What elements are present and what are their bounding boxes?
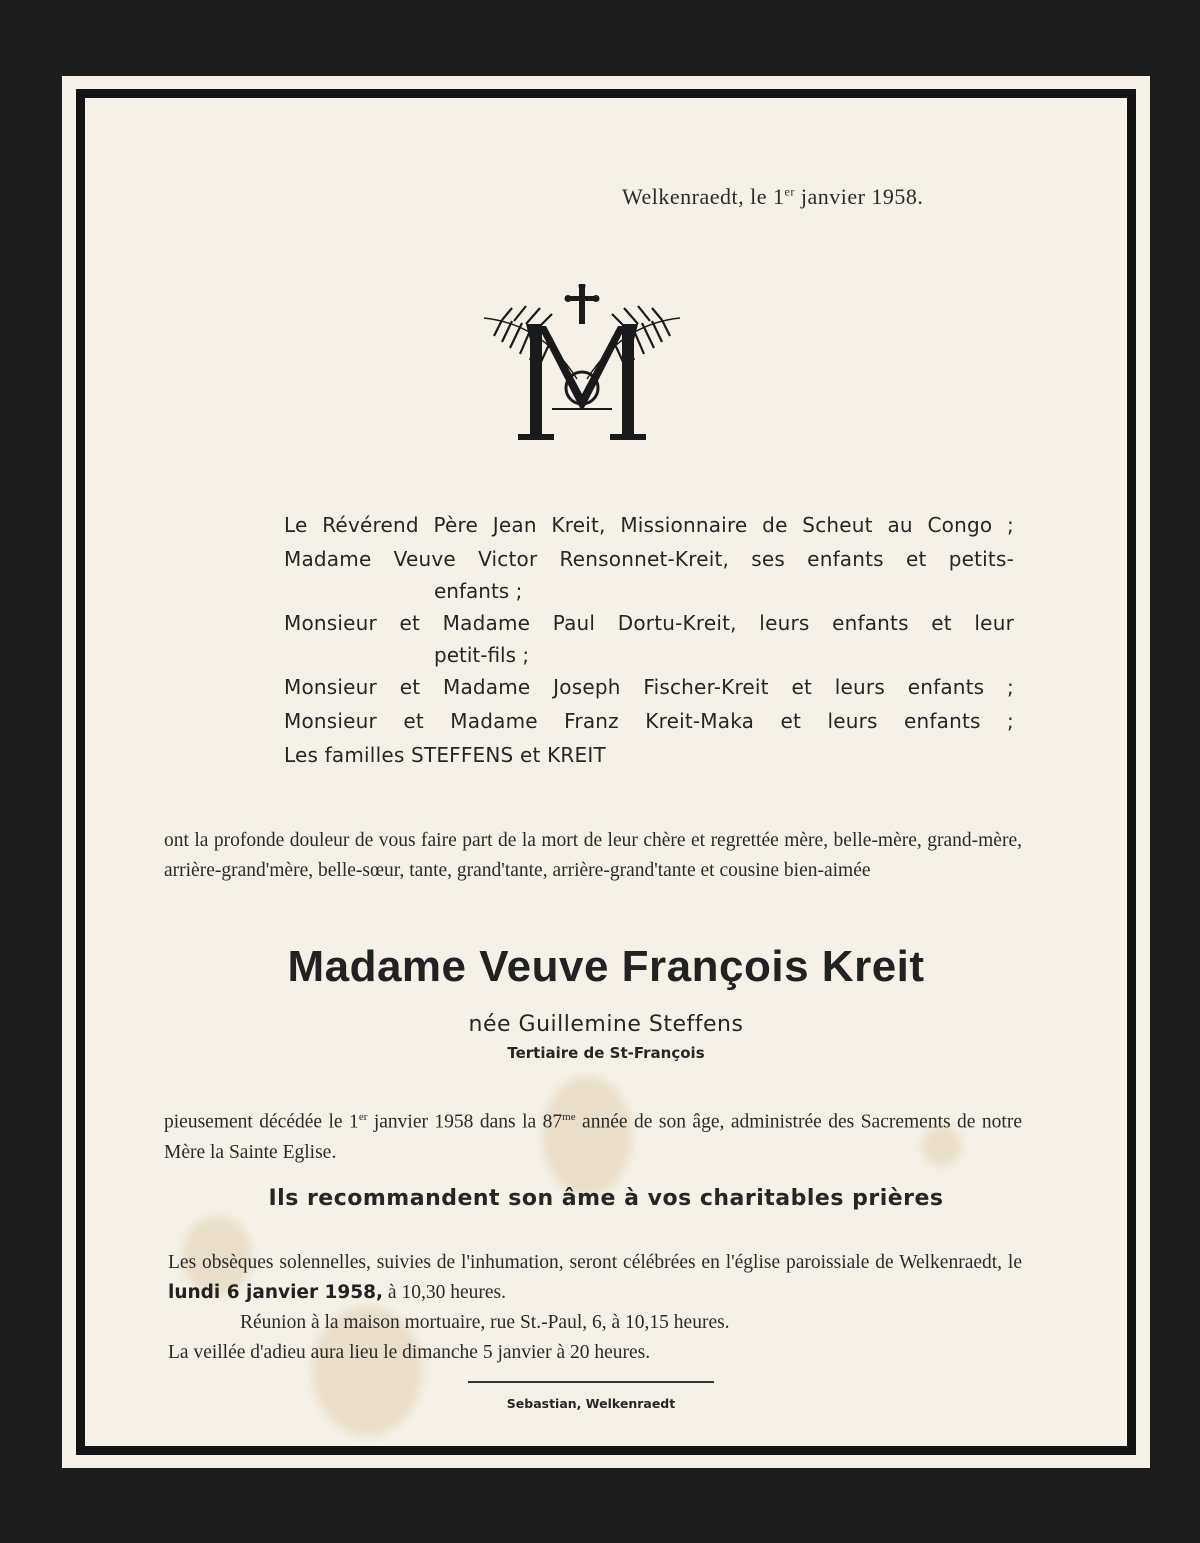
mourning-card (62, 76, 1150, 1468)
maiden-name: née Guillemine Steffens (468, 1012, 744, 1037)
dateline: Welkenraedt, le 1er janvier 1958. (622, 184, 924, 209)
family-line-cont: petit-fils ; (434, 643, 530, 667)
family-line: Les familles STEFFENS et KREIT (284, 743, 606, 767)
family-line: Monsieur et Madame Paul Dortu-Kreit, leurs enfants et leur (284, 611, 1014, 635)
family-line: Le Révérend Père Jean Kreit, Missionnaire de Scheut au Congo ; (284, 513, 1014, 537)
veillee-line: La veillée d'adieu aura lieu le dimanche 5 janvier à 20 heures. (168, 1342, 651, 1363)
tertiaire-line: Tertiaire de St-François (507, 1044, 705, 1062)
prayer-request: Ils recommandent son âme à vos charitables prières (268, 1186, 944, 1211)
family-list (284, 508, 1014, 772)
divider (468, 1381, 714, 1383)
cross-palm-monogram-icon (482, 284, 682, 444)
reunion-line: Réunion à la maison mortuaire, rue St.-Paul, 6, à 10,15 heures. (240, 1312, 730, 1333)
family-line: Monsieur et Madame Joseph Fischer-Kreit et leurs enfants ; (284, 675, 1014, 699)
family-line-cont: enfants ; (434, 579, 523, 603)
announcement-text: ont la profonde douleur de vous faire part de la mort de leur chère et regrettée mère, belle-mère, grand-mère, arrière-grand'mère, belle-sœur, tante, grand'tante, arrière-grand'tante et cousine bien-aimée (164, 830, 1022, 881)
death-details: pieusement décédée le 1er janvier 1958 dans la $87^{me}$ année de son âge, administrée des Sacrements de notre Mère la Sainte Eglise. (164, 1111, 1022, 1163)
funeral-details: Les obsèques solennelles, suivies de l'inhumation, seront célébrées en l'église paroissiale de Welkenraedt, le lundi 6 janvier 1958, à 10,30 heures. Réunion à la maison mortuaire, rue St.-Paul, 6, à 10,15 heures. La veillée d'adieu aura lieu le dimanche 5 janvier à 20 heures. (168, 1248, 1022, 1368)
family-line: Madame Veuve Victor Rensonnet-Kreit, ses enfants et petits- (284, 547, 1014, 571)
deceased-name: Madame Veuve François Kreit (287, 942, 925, 991)
printer-credit: Sebastian, Welkenraedt (506, 1396, 676, 1411)
family-line: Monsieur et Madame Franz Kreit-Maka et leurs enfants ; (284, 709, 1014, 733)
